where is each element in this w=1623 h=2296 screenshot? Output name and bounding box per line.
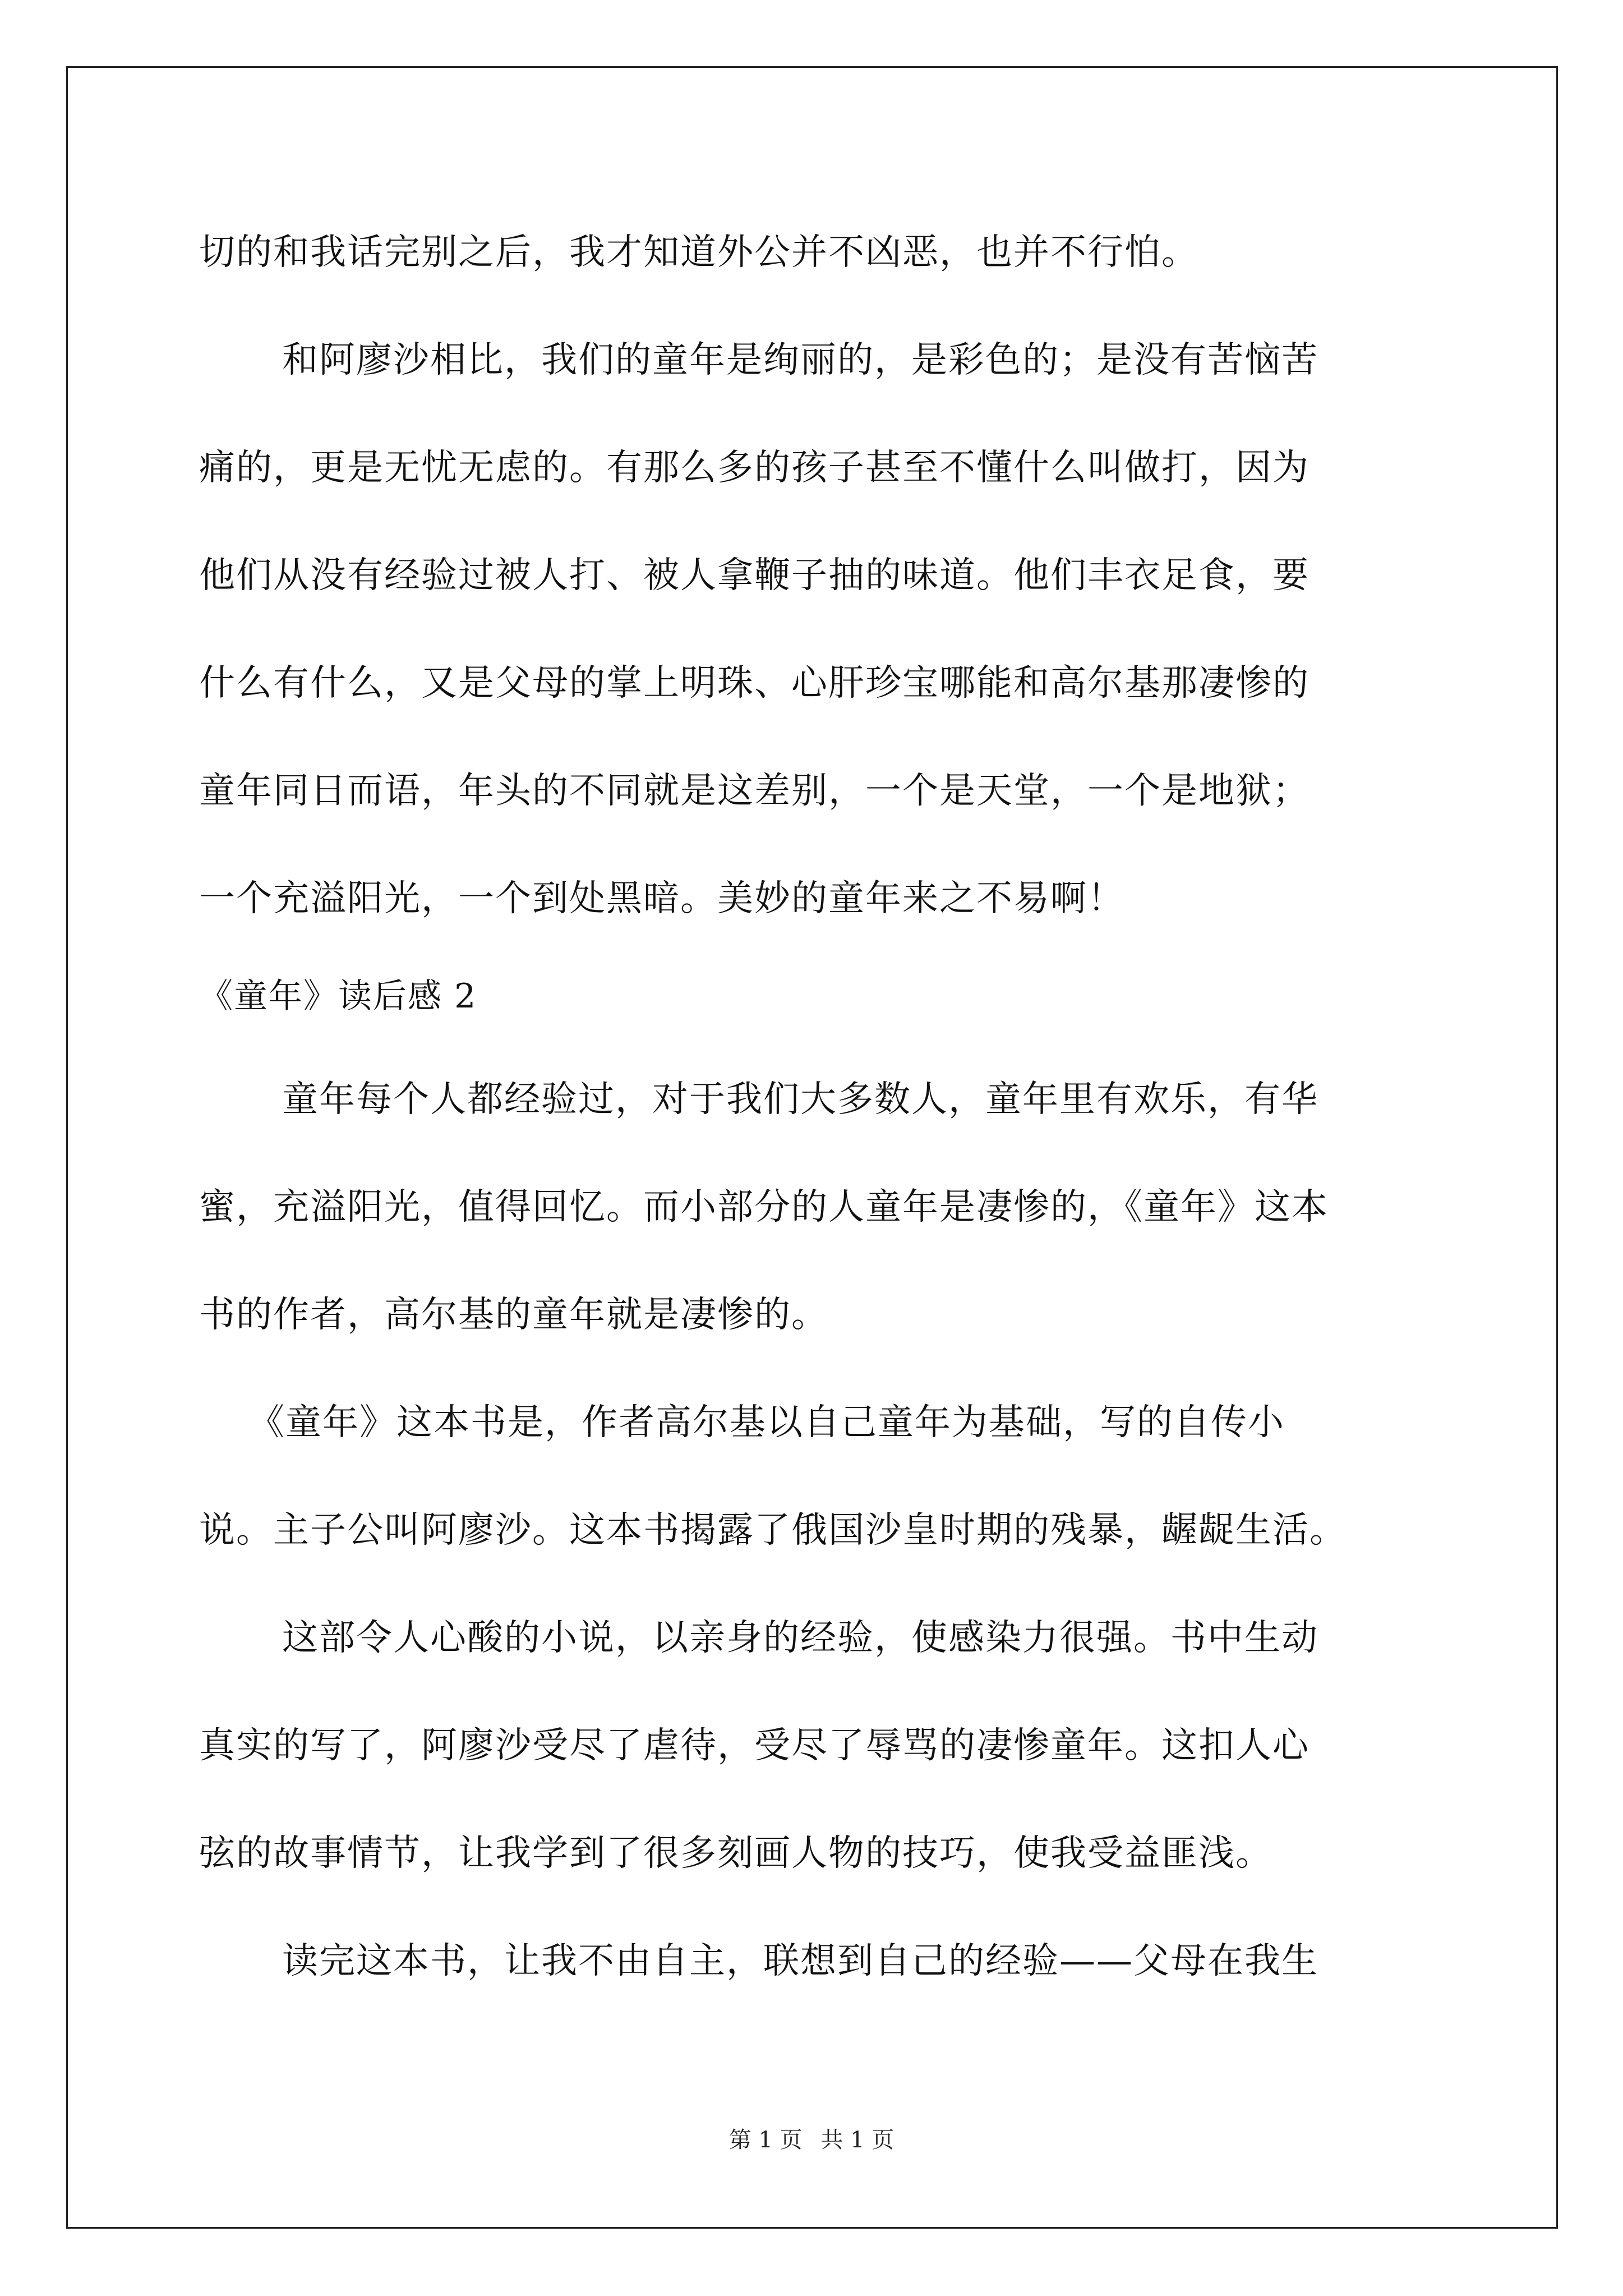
page-number: 第 1 页 <box>728 2127 803 2153</box>
paragraph-line: 说。主子公叫阿廖沙。这本书揭露了俄国沙皇时期的残暴，龌龊生活。 <box>199 1510 1347 1551</box>
page-footer <box>0 2126 1623 2154</box>
paragraph-line: 蜜，充溢阳光，值得回忆。而小部分的人童年是凄惨的，《童年》这本 <box>199 1186 1329 1228</box>
paragraph-line: 《童年》这本书是，作者高尔基以自己童年为基础，写的自传小 <box>248 1402 1285 1443</box>
paragraph-line: 切的和我话完别之后，我才知道外公并不凶恶，也并不行怕。 <box>199 232 1198 273</box>
page-total: 共 1 页 <box>820 2127 895 2153</box>
paragraph-line: 什么有什么，又是父母的掌上明珠、心肝珍宝哪能和高尔基那凄惨的 <box>199 662 1310 704</box>
section-heading: 《童年》读后感 2 <box>199 977 477 1016</box>
paragraph-line: 一个充溢阳光，一个到处黑暗。美妙的童年来之不易啊！ <box>199 878 1124 919</box>
paragraph-line: 和阿廖沙相比，我们的童年是绚丽的，是彩色的；是没有苦恼苦 <box>282 339 1318 381</box>
page-border <box>66 66 1558 2229</box>
paragraph-line: 真实的写了，阿廖沙受尽了虐待，受尽了辱骂的凄惨童年。这扣人心 <box>199 1725 1310 1766</box>
paragraph-line: 读完这本书，让我不由自主，联想到自己的经验——父母在我生 <box>282 1940 1318 1982</box>
paragraph-line: 痛的，更是无忧无虑的。有那么多的孩子甚至不懂什么叫做打，因为 <box>199 447 1310 489</box>
paragraph-line: 童年每个人都经验过，对于我们大多数人，童年里有欢乐，有华 <box>282 1079 1318 1120</box>
paragraph-line: 他们从没有经验过被人打、被人拿鞭子抽的味道。他们丰衣足食，要 <box>199 555 1310 596</box>
paragraph-line: 弦的故事情节，让我学到了很多刻画人物的技巧，使我受益匪浅。 <box>199 1833 1272 1874</box>
paragraph-line: 童年同日而语，年头的不同就是这差别，一个是天堂，一个是地狱； <box>199 770 1310 812</box>
paragraph-line: 书的作者，高尔基的童年就是凄惨的。 <box>199 1294 828 1336</box>
paragraph-line: 这部令人心酸的小说，以亲身的经验，使感染力很强。书中生动 <box>282 1617 1318 1659</box>
